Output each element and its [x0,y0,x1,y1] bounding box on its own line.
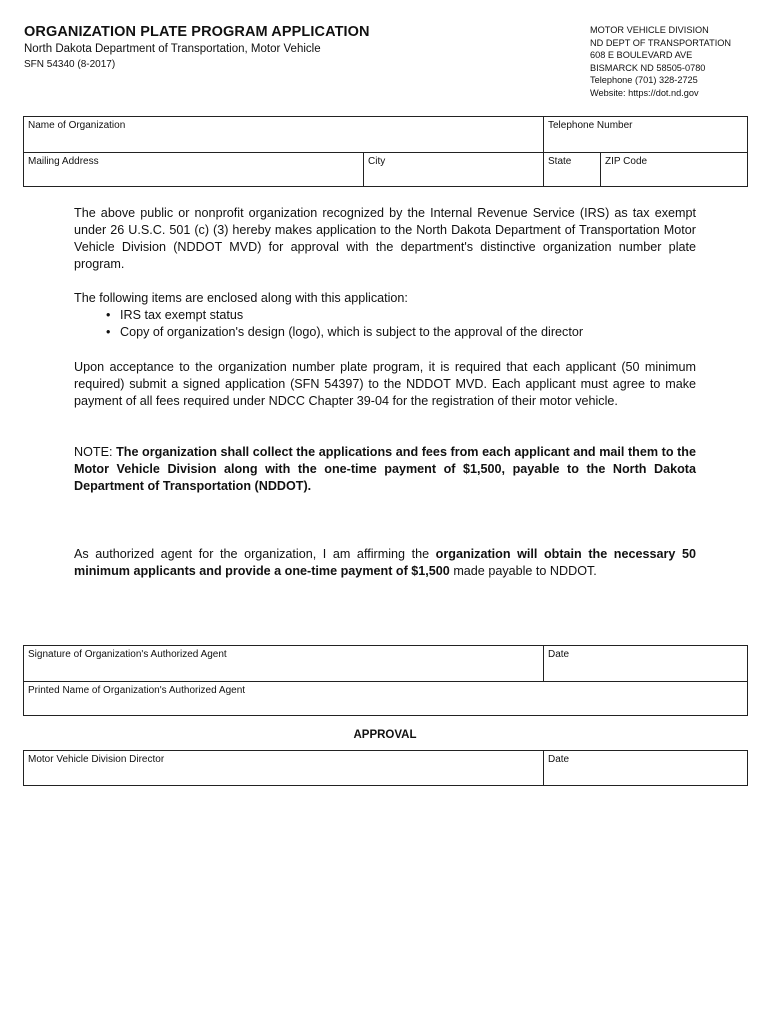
agent-signature-label: Signature of Organization's Authorized Agent [28,649,227,660]
agency-address-block [590,24,731,100]
affirm-end: made payable to NDDOT. [453,564,597,578]
enclosed-heading: The following items are enclosed along with this application: [74,291,408,305]
state-label: State [548,156,572,167]
agency-line: MOTOR VEHICLE DIVISION [590,25,709,35]
city-field[interactable] [363,152,543,186]
telephone-field[interactable] [543,117,747,152]
printed-name-label: Printed Name of Organization's Authorized Agent [28,685,246,696]
agent-signature-field[interactable] [24,646,543,681]
form-title: ORGANIZATION PLATE PROGRAM APPLICATION [24,24,370,40]
approval-table [23,750,748,786]
form-number: SFN 54340 (8-2017) [24,59,116,70]
approval-date-label: Date [548,754,570,765]
mailing-address-label: Mailing Address [28,156,99,167]
signature-date-field[interactable] [543,646,747,681]
agency-line: ND DEPT OF TRANSPORTATION [590,37,732,48]
affirmation-paragraph [74,546,696,580]
director-signature-field[interactable] [24,751,543,785]
telephone-label: Telephone Number [548,120,633,131]
list-item: • Copy of organization's design (logo), which is subject to the approval of the director [120,324,696,341]
signature-table [23,645,748,716]
zip-code-label: ZIP Code [605,156,648,167]
approval-heading: APPROVAL [353,729,417,741]
form-subtitle: North Dakota Department of Transportation, Motor Vehicle [24,43,321,55]
organization-name-label: Name of Organization [28,120,126,131]
acceptance-paragraph: Upon acceptance to the organization number plate program, it is required that each applicant (50 minimum required) submit a signed application (SFN 54397) to the NDDOT MVD. Each applicant must agree to make payment of all fees required under NDCC Chapter 39-04 for the registration of their motor vehicle. [74,360,696,408]
affirm-bold: organization will obtain the necessary 50 minimum applicants and provide a one-time payment of $1,500 [74,547,696,578]
agency-line: Website: https://dot.nd.gov [590,87,699,98]
signature-date-label: Date [548,649,570,660]
city-label: City [368,156,386,167]
affirm-start: As authorized agent for the organization, I am affirming the [74,547,430,561]
note-label: NOTE: [74,445,113,459]
organization-name-field[interactable] [24,117,543,152]
zip-code-field[interactable] [600,152,747,186]
agency-line: BISMARCK ND 58505-0780 [590,62,706,73]
note-text: The organization shall collect the applications and fees from each applicant and mail them to the Motor Vehicle Division along with the one-time payment of $1,500, payable to the North Dakota Department of Transportation (NDDOT). [74,445,697,493]
note-paragraph [74,444,696,495]
organization-info-table [23,116,748,187]
approval-date-field[interactable] [543,751,747,785]
printed-name-field[interactable] [24,681,747,715]
state-field[interactable] [543,152,600,186]
enclosed-items-section [74,290,696,341]
director-label: Motor Vehicle Division Director [28,754,165,765]
list-item: • IRS tax exempt status [120,307,696,324]
enclosed-list [74,307,696,341]
mailing-address-field[interactable] [24,152,363,186]
agency-line: 608 E BOULEVARD AVE [590,50,693,61]
agency-line: Telephone (701) 328-2725 [590,75,698,86]
intro-paragraph: The above public or nonprofit organization recognized by the Internal Revenue Service (IRS) as tax exempt under 26 U.S.C. 501 (c) (3) hereby makes application to the North Dakota Department of Transportation Motor Vehicle Division (NDDOT MVD) for approval with the department's distinctive organization number plate program. [74,206,696,271]
